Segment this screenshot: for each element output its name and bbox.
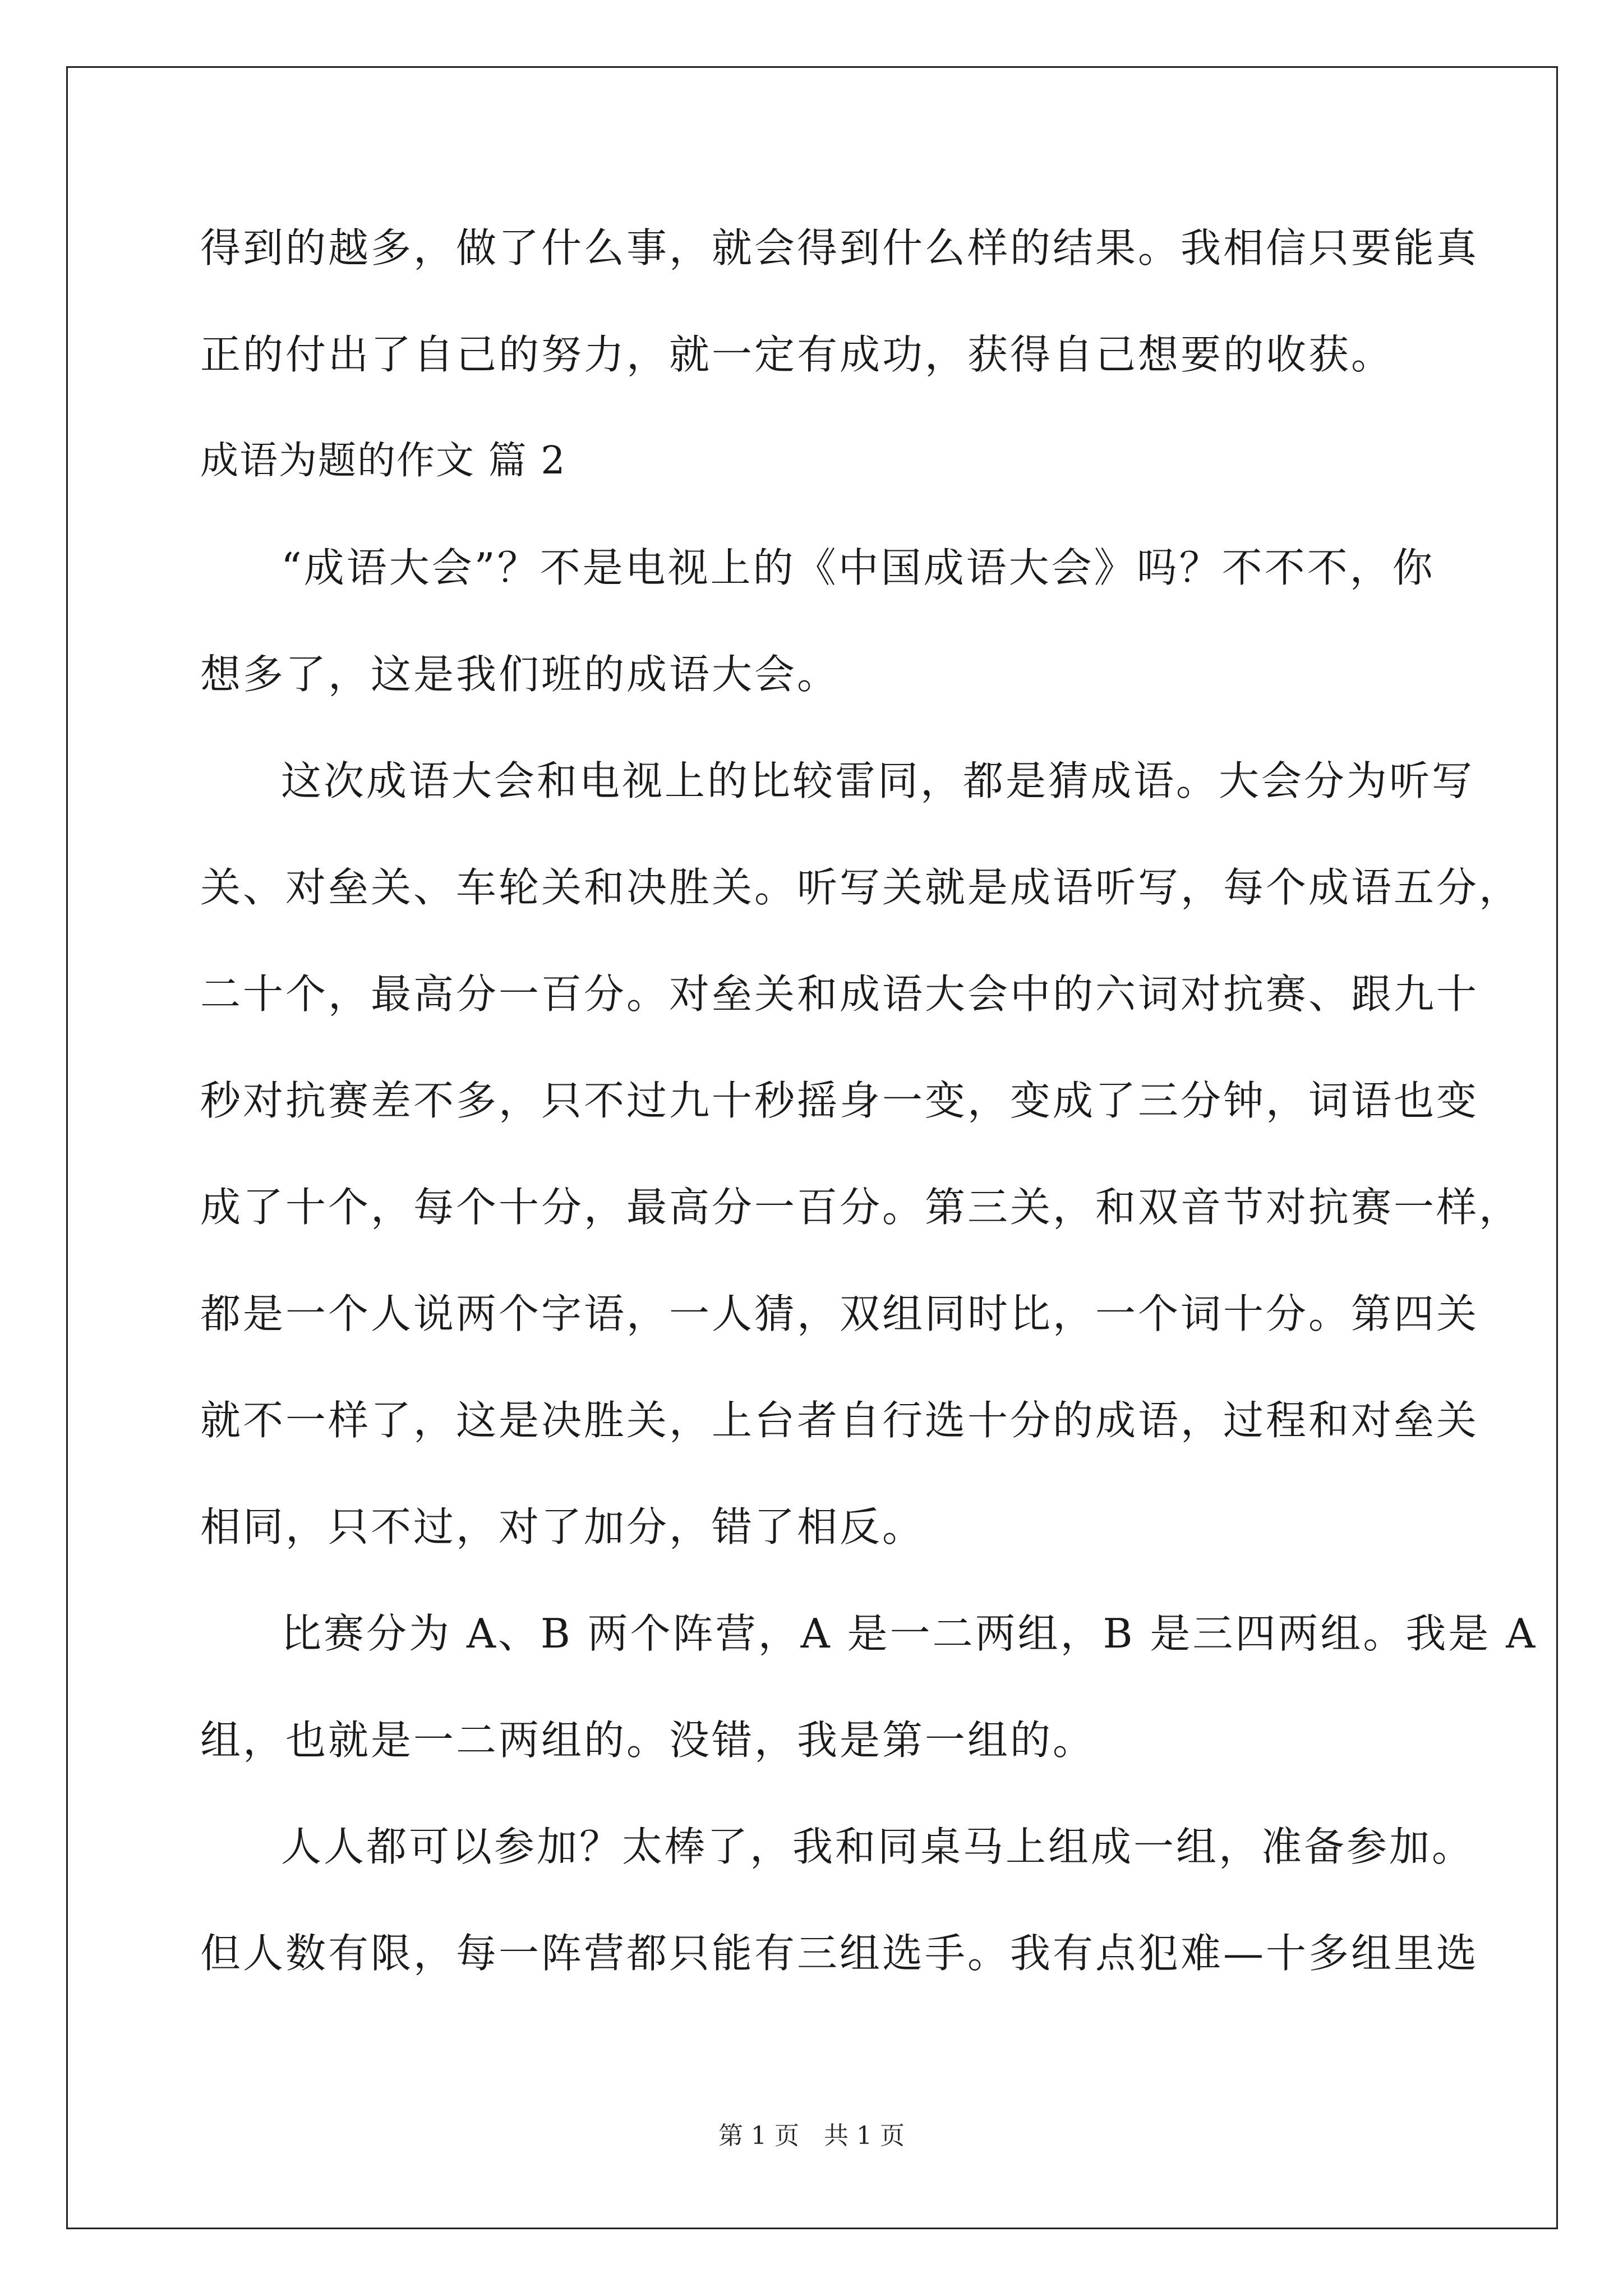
paragraph-line: 想多了，这是我们班的成语大会。 xyxy=(200,651,840,698)
paragraph-line: 人人都可以参加？太棒了，我和同桌马上组成一组，准备参加。 xyxy=(281,1823,1475,1870)
paragraph-line: 组，也就是一二两组的。没错，我是第一组的。 xyxy=(200,1717,1096,1764)
paragraph-line: “成语大会”？不是电视上的《中国成语大会》吗？不不不，你 xyxy=(281,544,1435,591)
paragraph-line: 比赛分为 A、B 两个阵营，A 是一二两组，B 是三四两组。我是 A xyxy=(281,1610,1538,1657)
paragraph-line: 就不一样了，这是决胜关，上台者自行选十分的成语，过程和对垒关 xyxy=(200,1397,1479,1444)
page-number-footer: 第 1 页 共 1 页 xyxy=(718,2122,905,2150)
paragraph-line: 但人数有限，每一阵营都只能有三组选手。我有点犯难—十多组里选 xyxy=(200,1930,1479,1977)
page-border xyxy=(66,66,1558,2229)
paragraph-line: 都是一个人说两个字语，一人猜，双组同时比，一个词十分。第四关 xyxy=(200,1290,1479,1337)
paragraph-line: 二十个，最高分一百分。对垒关和成语大会中的六词对抗赛、跟九十 xyxy=(200,970,1479,1018)
paragraph-line: 秒对抗赛差不多，只不过九十秒摇身一变，变成了三分钟，词语也变 xyxy=(200,1077,1479,1124)
text-line: 正的付出了自己的努力，就一定有成功，获得自己想要的收获。 xyxy=(200,331,1394,378)
paragraph-line: 关、对垒关、车轮关和决胜关。听写关就是成语听写，每个成语五分， xyxy=(200,864,1522,911)
section-heading: 成语为题的作文 篇 2 xyxy=(200,439,566,483)
paragraph-line: 这次成语大会和电视上的比较雷同，都是猜成语。大会分为听写 xyxy=(281,757,1475,804)
text-line: 得到的越多，做了什么事，就会得到什么样的结果。我相信只要能真 xyxy=(200,224,1479,272)
paragraph-line: 成了十个，每个十分，最高分一百分。第三关，和双音节对抗赛一样， xyxy=(200,1184,1522,1231)
paragraph-line: 相同，只不过，对了加分，错了相反。 xyxy=(200,1503,925,1550)
